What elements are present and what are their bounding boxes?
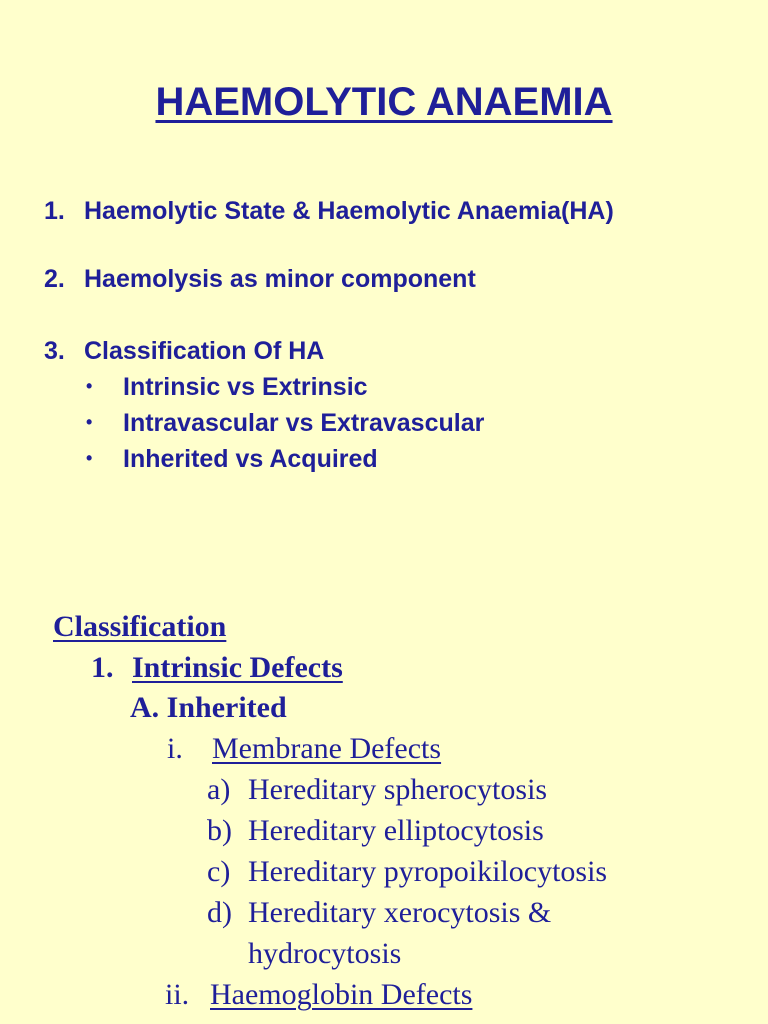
list-item <box>207 895 551 931</box>
list-item <box>207 813 544 849</box>
group-title: Haemoglobin Defects <box>210 978 473 1011</box>
group-numeral: i. <box>167 732 183 765</box>
bullet-item <box>86 407 484 438</box>
item-text: Hereditary elliptocytosis <box>248 814 544 847</box>
bullet-text: Intravascular vs Extravascular <box>123 409 485 437</box>
subsection-heading: A. Inherited <box>130 691 287 724</box>
item-text: Hereditary pyropoikilocytosis <box>248 855 608 888</box>
item-letter: a) <box>207 773 231 806</box>
bullet-icon: • <box>86 412 93 432</box>
classification-heading: Classification <box>53 610 227 643</box>
page-title: HAEMOLYTIC ANAEMIA <box>155 80 613 124</box>
bullet-item <box>86 443 378 474</box>
item-text: Hereditary xerocytosis & <box>248 896 552 929</box>
item-number: 2. <box>44 265 65 293</box>
item-number: 3. <box>44 337 65 365</box>
section-heading <box>91 650 343 686</box>
group-title: Membrane Defects <box>212 732 442 765</box>
bullet-icon: • <box>86 448 93 468</box>
numbered-item <box>44 264 476 294</box>
section-number: 1. <box>91 651 114 684</box>
numbered-item <box>44 336 324 366</box>
item-number: 1. <box>44 197 65 225</box>
item-text: Hereditary spherocytosis <box>248 773 548 806</box>
numbered-item <box>44 196 614 226</box>
bullet-text: Inherited vs Acquired <box>123 445 378 473</box>
item-letter: d) <box>207 896 232 929</box>
group-heading <box>167 731 441 767</box>
list-item <box>207 854 607 890</box>
group-numeral: ii. <box>165 978 190 1011</box>
section-title: Intrinsic Defects <box>132 651 343 684</box>
list-item-continuation: hydrocytosis <box>248 937 402 970</box>
bullet-item <box>86 371 368 402</box>
group-heading <box>165 977 472 1013</box>
bullet-icon: • <box>86 376 93 396</box>
item-text: Haemolysis as minor component <box>84 265 476 293</box>
list-item <box>207 772 547 808</box>
item-letter: b) <box>207 814 232 847</box>
item-text: Haemolytic State & Haemolytic Anaemia(HA) <box>84 197 614 225</box>
bullet-text: Intrinsic vs Extrinsic <box>123 373 368 401</box>
item-letter: c) <box>207 855 231 888</box>
item-text: Classification Of HA <box>84 337 325 365</box>
